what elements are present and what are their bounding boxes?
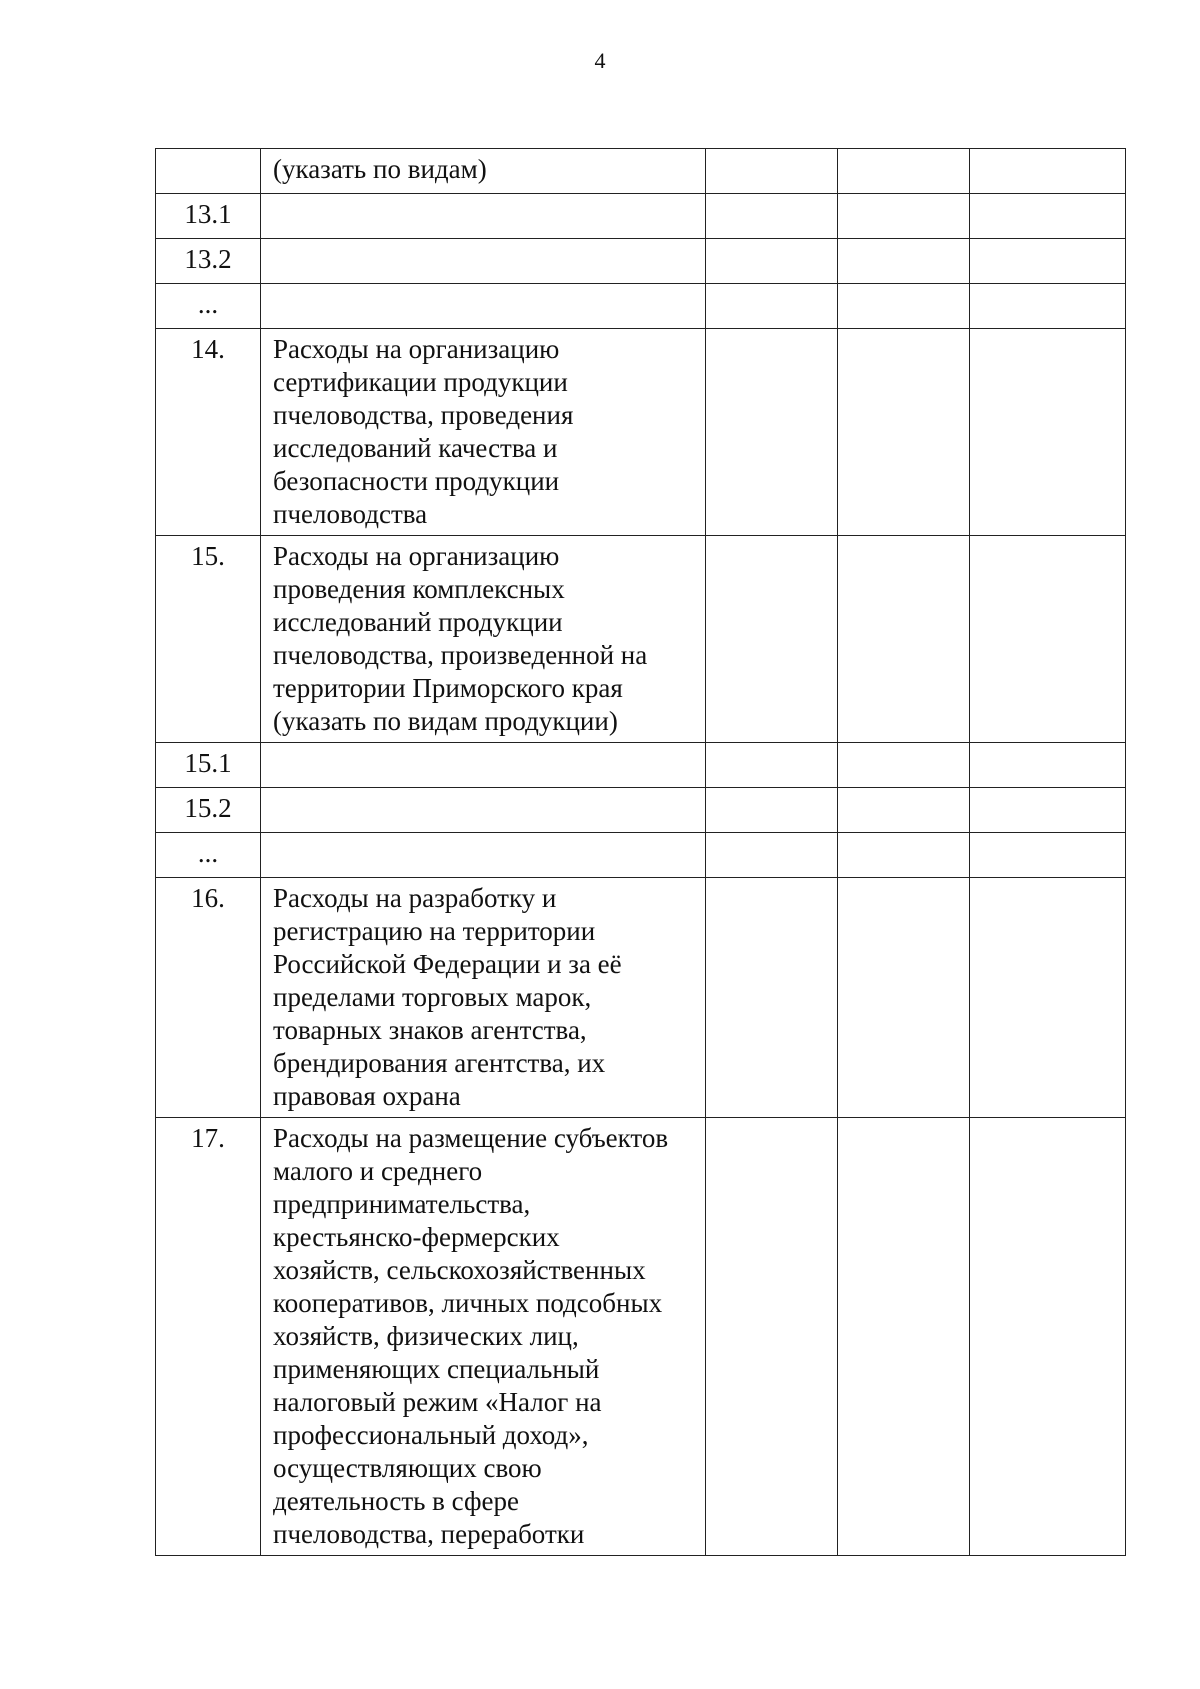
value-cell [706,878,838,1118]
value-cell [970,1118,1126,1556]
value-cell [838,239,970,284]
value-cell [970,239,1126,284]
row-description: Расходы на организацию сертификации продукции пчеловодства, проведения исследований качества и безопасности продукции пчеловодства [261,329,706,536]
row-number: 16. [156,878,261,1118]
value-cell [706,1118,838,1556]
row-number: 13.1 [156,194,261,239]
row-description: Расходы на организацию проведения комплексных исследований продукции пчеловодства, произведенной на территории Приморского края (указать по видам продукции) [261,536,706,743]
value-cell [706,284,838,329]
table-row [156,149,1126,194]
value-cell [970,833,1126,878]
expense-table [155,148,1126,1556]
table-row [156,284,1126,329]
value-cell [838,833,970,878]
row-number: 14. [156,329,261,536]
row-description [261,239,706,284]
table-row [156,743,1126,788]
value-cell [838,536,970,743]
page-number: 4 [594,48,606,73]
table-row [156,788,1126,833]
row-number: 13.2 [156,239,261,284]
value-cell [970,878,1126,1118]
value-cell [970,329,1126,536]
value-cell [970,788,1126,833]
row-description [261,743,706,788]
value-cell [706,743,838,788]
row-description [261,284,706,329]
value-cell [838,329,970,536]
table-row [156,239,1126,284]
value-cell [970,743,1126,788]
row-description [261,833,706,878]
table-row [156,536,1126,743]
row-number: 15.1 [156,743,261,788]
row-description: Расходы на размещение субъектов малого и среднего предпринимательства, крестьянско-фермерских хозяйств, сельскохозяйственных кооперативов, личных подсобных хозяйств, физических лиц, применяющих специальный налоговый режим «Налог на профессиональный доход», осуществляющих свою деятельность в сфере пчеловодства, переработки [261,1118,706,1556]
row-number: 15.2 [156,788,261,833]
value-cell [970,536,1126,743]
row-description: Расходы на разработку и регистрацию на территории Российской Федерации и за её пределами торговых марок, товарных знаков агентства, брендирования агентства, их правовая охрана [261,878,706,1118]
table-row [156,329,1126,536]
row-number: ... [156,833,261,878]
value-cell [838,1118,970,1556]
value-cell [970,194,1126,239]
table-row [156,194,1126,239]
table-row [156,878,1126,1118]
value-cell [838,149,970,194]
value-cell [706,329,838,536]
value-cell [970,149,1126,194]
row-description [261,194,706,239]
value-cell [970,284,1126,329]
value-cell [838,743,970,788]
value-cell [706,194,838,239]
table-row [156,833,1126,878]
value-cell [706,536,838,743]
row-number: 17. [156,1118,261,1556]
value-cell [838,194,970,239]
value-cell [706,788,838,833]
value-cell [838,878,970,1118]
value-cell [706,239,838,284]
value-cell [706,149,838,194]
value-cell [838,788,970,833]
row-description: (указать по видам) [261,149,706,194]
row-number: 15. [156,536,261,743]
value-cell [706,833,838,878]
row-description [261,788,706,833]
row-number: ... [156,284,261,329]
row-number [156,149,261,194]
value-cell [838,284,970,329]
table-row [156,1118,1126,1556]
